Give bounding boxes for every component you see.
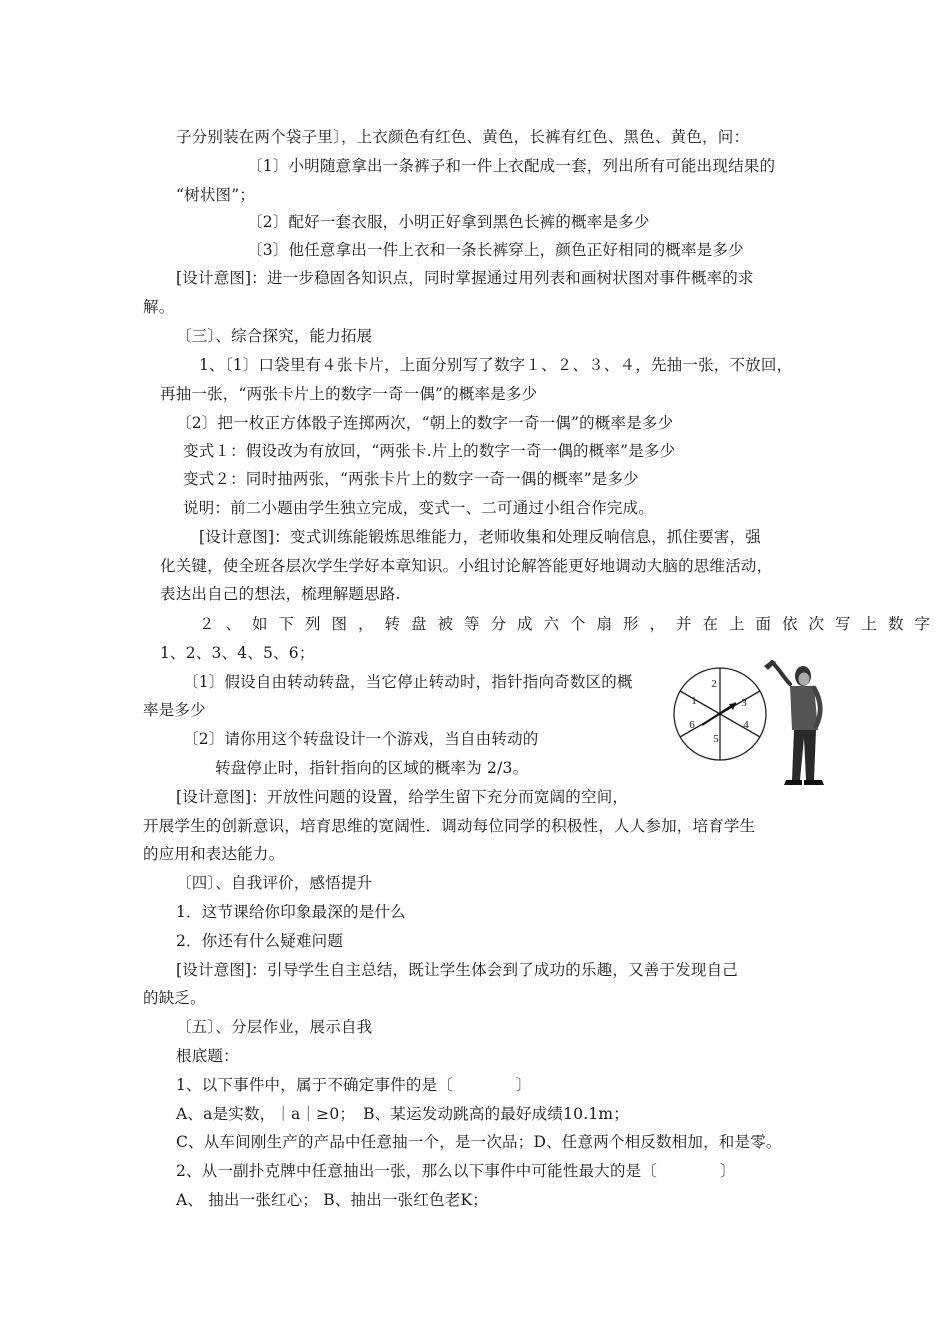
option-line: A、a是实数，｜a｜≥0； B、某运发动跳高的最好成绩10.1m； [176,1105,629,1123]
text-line: 变式１：假设改为有放回，“两张卡.片上的数字一奇一偶的概率”是多少 [183,442,676,460]
text-line: 〔2〕配好一套衣服，小明正好拿到黑色长裤的概率是多少 [247,213,650,231]
spinner-figure [672,652,832,792]
text-line: 子分别装在两个袋子里〕，上衣颜色有红色、黄色，长裤有红色、黑色、黄色，问： [176,128,750,146]
text-line: 开展学生的创新意识，培育思维的宽阔性．调动每位同学的积极性，人人参加，培育学生 [143,817,756,835]
text-line: 变式２：同时抽两张，“两张卡片上的数字一奇一偶的概率”是多少 [183,470,639,488]
design-intent-line: [设计意图]：进一步稳固各知识点，同时掌握通过用列表和画树状图对事件概率的求 [176,269,754,287]
text-line: 〔2〕请你用这个转盘设计一个游戏，当自由转动的 [183,730,539,748]
design-intent-line: [设计意图]：开放性问题的设置，给学生留下充分而宽阔的空间， [176,788,629,806]
option-line: A、 抽出一张红心； B、抽出一张红色老K； [176,1191,488,1209]
section-heading: 〔三〕、综合探究，能力拓展 [176,327,373,345]
text-line: 〔3〕他任意拿出一件上衣和一条长裤穿上，颜色正好相同的概率是多少 [247,241,744,259]
spinner-sector-label: 5 [713,733,719,745]
text-line: 2．你还有什么疑难问题 [176,932,344,950]
text-line: 的缺乏。 [143,989,206,1007]
text-line: 1．这节课给你印象最深的是什么 [176,903,406,921]
text-line: 转盘停止时，指针指向的区域的概率为 2/3。 [215,759,529,777]
text-line: 〔2〕把一枚正方体骰子连掷两次，“朝上的数字一奇一偶”的概率是多少 [176,414,674,432]
spinner-sector-label: 3 [741,697,747,709]
text-line: 〔1〕假设自由转动转盘，当它停止转动时，指针指向奇数区的概 [183,673,633,691]
design-intent-line: [设计意图]：变式训练能锻炼思维能力，老师收集和处理反响信息，抓住要害，强 [199,528,761,546]
text-line: 根底题： [176,1047,239,1065]
text-line: 的应用和表达能力。 [143,845,285,863]
spinner-sector-label: 2 [711,678,717,690]
option-line: C、从车间刚生产的产品中任意抽一个，是一次品；D、任意两个相反数相加，和是零。 [176,1133,782,1151]
text-line: 率是多少 [143,701,206,719]
question-line: 2、从一副扑克牌中任意抽出一张，那么以下事件中可能性最大的是〔 〕 [176,1162,736,1180]
spinner-sector-label: 6 [689,719,695,731]
section-heading: 〔四〕、自我评价，感悟提升 [176,874,373,892]
text-line: 化关键，使全班各层次学生学好本章知识。小组讨论解答能更好地调动大脑的思维活动， [160,557,773,575]
text-line: 1、〔1〕口袋里有４张卡片，上面分别写了数字１、２、３、４，先抽一张，不放回， [199,356,793,374]
text-line: 表达出自己的想法，梳理解题思路. [160,585,401,603]
text-line: ２、如下列图，转盘被等分成六个扇形，并在上面依次写上数字 [199,615,942,633]
design-intent-line: [设计意图]：引导学生自主总结，既让学生体会到了成功的乐趣，又善于发现自己 [176,961,738,979]
section-heading: 〔五〕、分层作业，展示自我 [176,1018,373,1036]
spinner-sector-label: 1 [691,695,697,707]
spinner-sector-label: 4 [743,719,749,731]
question-line: 1、以下事件中，属于不确定事件的是〔 〕 [176,1076,532,1094]
text-line: 1、2、3、4、5、6； [160,644,315,662]
text-line: 解。 [143,298,175,316]
text-line: 说明：前二小题由学生独立完成，变式一、二可通过小组合作完成。 [183,499,655,517]
text-line: “树状图”； [176,186,256,204]
person-illustration [764,660,824,785]
text-line: 再抽一张，“两张卡片上的数字一奇一偶”的概率是多少 [160,385,538,403]
text-line: 〔1〕小明随意拿出一条裤子和一件上衣配成一套，列出所有可能出现结果的 [247,157,776,175]
